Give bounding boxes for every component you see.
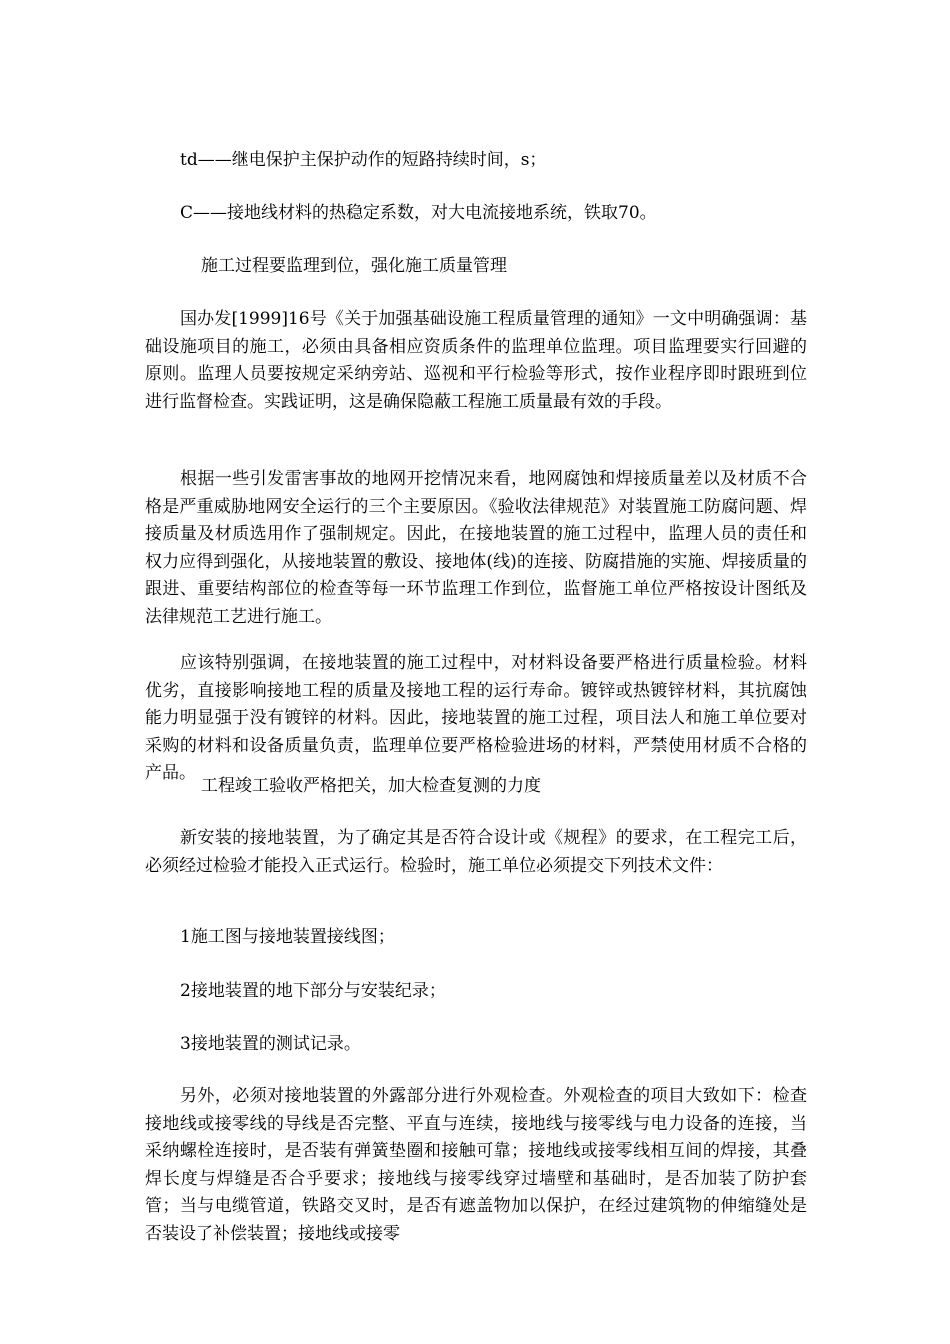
list-item-test-record: 3接地装置的测试记录。 [180,1034,361,1054]
paragraph-ground-grid-accidents: 根据一些引发雷害事故的地网开挖情况来看，地网腐蚀和焊接质量差以及材质不合格是严重威胁地网安全运行的三个主要原因。《验收法律规范》对装置施工防腐问题、焊接质量及材质选用作了强制规定。因此，在接地装置的施工过程中，监理人员的责任和权力应得到强化，从接地装置的敷设、接地体(线)的连接、防腐措施的实施、焊接质量的跟进、重要结构部位的检查等每一环节监理工作到位，监督施工单位严格按设计图纸及法律规范工艺进行施工。 [145,469,807,627]
list-item-installation-record: 2接地装置的地下部分与安装纪录； [180,981,446,1001]
section-heading-supervision: 施工过程要监理到位，强化施工质量管理 [201,256,507,276]
paragraph-state-council-notice: 国办发[1999]16号《关于加强基础设施工程质量管理的通知》一文中明确强调：基础设施项目的施工，必须由具备相应资质条件的监理单位监理。项目监理要实行回避的原则。监理人员要按规定采纳旁站、巡视和平行检验等形式，按作业程序即时跟班到位进行监督检查。实践证明，这是确保隐蔽工程施工质量最有效的手段。 [145,309,807,412]
paragraph-material-inspection: 应该特别强调，在接地装置的施工过程中，对材料设备要严格进行质量检验。材料优劣，直接影响接地工程的质量及接地工程的运行寿命。镀锌或热镀锌材料，其抗腐蚀能力明显强于没有镀锌的材料。因此，接地装置的施工过程，项目法人和施工单位要对采购的材料和设备质量负责，监理单位要严格检验进场的材料，严禁使用材质不合格的产品。 [145,653,807,783]
list-item-construction-drawings: 1施工图与接地装置接线图； [180,927,395,947]
paragraph-visual-inspection: 另外，必须对接地装置的外露部分进行外观检查。外观检查的项目大致如下：检查接地线或接零线的导线是否完整、平直与连续，接地线与接零线与电力设备的连接，当采纳螺栓连接时，是否装有弹簧垫圈和接触可靠；接地线或接零线相互间的焊接，其叠焊长度与焊缝是否合乎要求；接地线与接零线穿过墙壁和基础时，是否加装了防护套管；当与电缆管道，铁路交叉时，是否有遮盖物加以保护，在经过建筑物的伸缩缝处是否装设了补偿装置；接地线或接零 [145,1086,807,1244]
paragraph-td-definition: td——继电保护主保护动作的短路持续时间，s； [180,150,547,170]
section-heading-acceptance: 工程竣工验收严格把关，加大检查复测的力度 [201,776,541,796]
paragraph-new-installation: 新安装的接地装置，为了确定其是否符合设计或《规程》的要求，在工程完工后，必须经过检验才能投入正式运行。检验时，施工单位必须提交下列技术文件： [145,828,807,876]
paragraph-c-definition: C——接地线材料的热稳定系数，对大电流接地系统，铁取70。 [180,203,657,223]
